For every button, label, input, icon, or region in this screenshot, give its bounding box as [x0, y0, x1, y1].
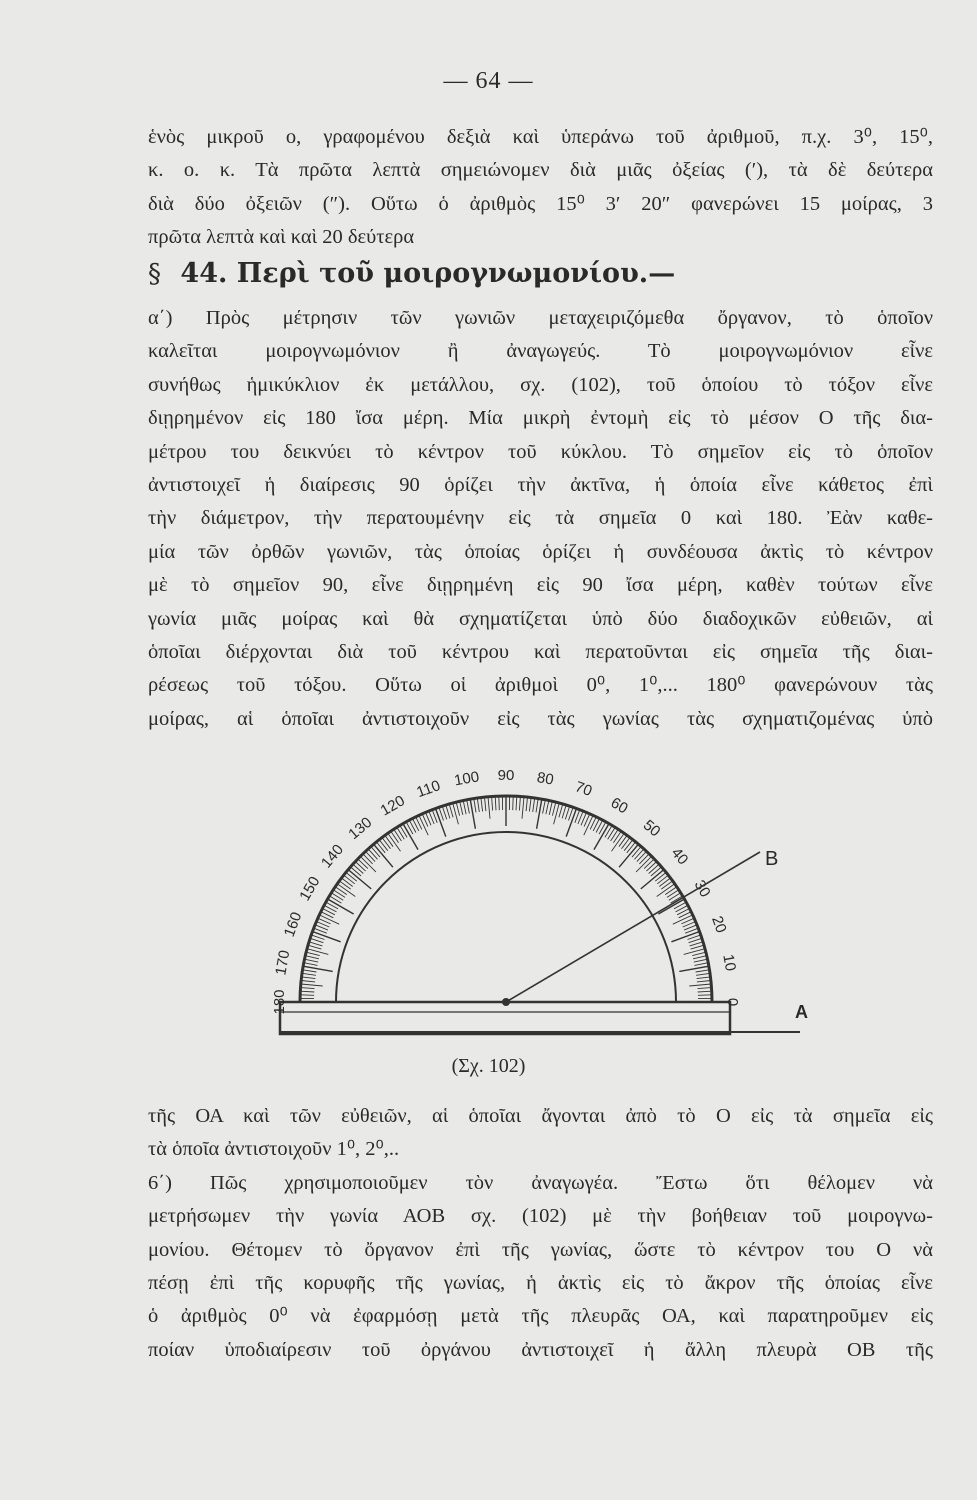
degree-tick: [644, 859, 654, 869]
degree-tick: [613, 831, 621, 843]
text-line: μὲ τὸ σημεῖον 90, εἶνε διῃρημένη εἰς 90 ἴσα μέρη, καθὲν τούτων εἶνε: [148, 574, 933, 597]
text-line: διὰ δύο ὀξειῶν (″). Οὕτω ὁ ἀριθμὸς 15⁰ 3′ 20″ φανερώνει 15 μοίρας, 3: [148, 192, 933, 215]
degree-tick: [526, 797, 527, 811]
scale-label: 110: [414, 777, 443, 802]
degree-tick: [300, 991, 314, 992]
degree-tick: [385, 835, 393, 846]
degree-tick: [379, 840, 388, 851]
degree-tick: [651, 867, 662, 876]
text-line-beta-heading: 6΄) Πῶς χρησιμοποιοῦμεν τὸν ἀναγωγέα. Ἔστω ὅτι θέλομεν νὰ: [148, 1171, 933, 1194]
degree-tick: [467, 800, 470, 814]
degree-tick: [562, 805, 566, 818]
degree-tick: [376, 842, 385, 853]
degree-tick: [584, 815, 593, 835]
degree-tick: [546, 801, 549, 815]
degree-tick: [522, 797, 524, 819]
center-point-o: [502, 998, 510, 1006]
paragraph-bottom: [148, 1100, 933, 1367]
degree-tick: [368, 849, 377, 859]
degree-tick: [460, 801, 463, 815]
degree-tick: [304, 963, 318, 966]
degree-tick: [637, 851, 647, 861]
scale-label: 70: [572, 778, 595, 800]
degree-tick: [543, 800, 546, 814]
degree-tick: [305, 959, 319, 962]
text-line: ἀντιστοιχεῖ ἡ διαίρεσις 90 ὁρίζει τὴν ἀκτῖνα, ἡ ὁποία εἶνε κάθετος ἐπὶ: [148, 473, 933, 496]
degree-tick: [366, 851, 376, 861]
degree-tick: [667, 890, 679, 898]
degree-tick: [624, 840, 633, 851]
scale-label: 140: [317, 841, 348, 872]
degree-tick: [696, 970, 710, 972]
degree-tick: [335, 887, 347, 895]
degree-tick: [646, 862, 656, 872]
degree-tick: [608, 827, 616, 839]
degree-tick: [659, 878, 670, 887]
degree-tick: [406, 822, 413, 834]
text-line: ὁποῖαι διέρχονται διὰ τοῦ κέντρου καὶ περατοῦνται εἰς σημεῖα τῆς διαι-: [148, 640, 933, 663]
degree-tick: [319, 915, 339, 924]
degree-tick: [301, 984, 323, 986]
degree-tick: [696, 973, 710, 975]
degree-tick: [481, 798, 483, 812]
degree-tick: [596, 820, 603, 832]
degree-tick: [301, 981, 315, 982]
scale-label: 60: [607, 794, 631, 818]
degree-tick: [382, 838, 391, 849]
degree-tick: [446, 805, 450, 818]
degree-tick: [346, 872, 357, 881]
degree-tick: [456, 802, 459, 816]
degree-tick: [513, 796, 514, 810]
degree-tick: [639, 854, 649, 864]
text-line: πέσῃ ἐπὶ τῆς κορυφῆς τῆς γωνίας, ἡ ἀκτὶς εἰς τὸ ἄκρον τῆς ὁποίας εἶνε: [148, 1271, 933, 1294]
scale-label: 10: [719, 953, 739, 973]
page-number: — 64 —: [443, 68, 534, 94]
degree-tick: [351, 867, 362, 876]
degree-tick: [403, 824, 418, 850]
degree-tick: [694, 959, 708, 962]
degree-tick: [488, 797, 490, 819]
degree-tick: [529, 798, 531, 812]
degree-tick: [658, 899, 684, 914]
degree-tick: [627, 842, 636, 853]
degree-tick: [536, 799, 538, 813]
protractor-base: [280, 1002, 730, 1034]
text-line: πρῶτα λεπτὰ καὶ καὶ 20 δεύτερα: [148, 226, 415, 249]
degree-tick: [342, 878, 353, 887]
degree-tick: [344, 875, 355, 884]
degree-tick: [549, 801, 552, 815]
scale-label: 20: [708, 913, 730, 936]
scale-label: 180: [270, 989, 288, 1015]
scale-label: 170: [272, 948, 294, 977]
degree-tick: [689, 984, 711, 986]
text-line: ἑνὸς μικροῦ ο, γραφομένου δεξιὰ καὶ ὑπεράνω τοῦ ἀριθμοῦ, π.χ. 3⁰, 15⁰,: [148, 126, 933, 148]
degree-tick: [442, 806, 446, 819]
degree-tick: [353, 864, 363, 873]
paragraph-top: [148, 121, 933, 255]
degree-tick: [331, 893, 343, 901]
degree-tick: [485, 797, 486, 811]
scale-label: 130: [345, 813, 376, 844]
degree-tick: [635, 849, 644, 859]
scale-label: 160: [280, 909, 306, 940]
degree-tick: [355, 862, 365, 872]
scale-label: 50: [639, 816, 664, 841]
text-line: α΄) Πρὸς μέτρησιν τῶν γωνιῶν μεταχειριζόμεθα ὄργανον, τὸ ὁποῖον: [148, 307, 933, 329]
paragraph-alpha: [148, 302, 933, 736]
text-line: καλεῖται μοιρογνωμόνιον ἢ ἀναγωγεύς. Τὸ μοιρογνωμόνιον εἶνε: [148, 340, 933, 363]
degree-tick: [519, 797, 520, 811]
degree-tick: [301, 988, 315, 989]
degree-tick: [358, 859, 368, 869]
text-line: ποίαν ὑποδιαίρεσιν τοῦ ὀργάνου ἀντιστοιχεῖ ἡ ἄλλη πλευρὰ ΟΒ τῆς: [148, 1338, 933, 1361]
degree-tick: [599, 822, 606, 834]
text-line: ὁ ἀριθμὸς 0⁰ νὰ ἐφαρμόσῃ μετὰ τῆς πλευρᾶς ΟΑ, καὶ παρατηροῦμεν εἰς: [148, 1305, 933, 1328]
protractor-drawing: [260, 740, 808, 1080]
degree-tick: [492, 797, 493, 811]
degree-tick: [339, 881, 350, 889]
degree-tick: [463, 801, 466, 815]
degree-tick: [303, 970, 317, 972]
degree-tick: [552, 802, 555, 816]
degree-tick: [495, 796, 496, 810]
degree-tick: [611, 829, 619, 841]
degree-tick: [673, 915, 693, 924]
figure-caption: (Σχ. 102): [451, 1055, 526, 1077]
degree-tick: [698, 988, 712, 989]
degree-tick: [302, 973, 316, 975]
scale-label: 90: [497, 766, 515, 784]
degree-tick: [394, 829, 402, 841]
text-line: τὰ ὁποῖα ἀντιστοιχοῦν 1⁰, 2⁰,..: [148, 1138, 400, 1161]
degree-tick: [363, 854, 373, 864]
degree-tick: [516, 796, 517, 810]
degree-tick: [499, 796, 500, 810]
degree-tick: [477, 798, 479, 812]
degree-tick: [329, 896, 341, 903]
degree-tick: [308, 945, 321, 949]
text-line: μία τῶν ὀρθῶν γωνιῶν, τὰς ὁποίας ὁρίζει ἡ συνδέουσα ἀκτὶς τὸ κέντρον: [148, 540, 933, 563]
degree-tick: [409, 820, 416, 832]
text-line: μονίου. Θέτομεν τὸ ὄργανον ἐπὶ τῆς γωνίας, ὥστε τὸ κέντρον του Ο νὰ: [148, 1238, 933, 1261]
section-title: 44. Περὶ τοῦ μοιρογνωμονίου.—: [180, 258, 676, 289]
degree-tick: [697, 981, 711, 982]
degree-tick: [397, 827, 405, 839]
scale-label: 100: [452, 768, 481, 790]
degree-tick: [302, 977, 316, 979]
degree-tick: [328, 899, 354, 914]
text-line: μέτρου του δεικνύει τὸ κέντρον τοῦ κύκλου. Τὸ σημεῖον εἰς τὸ ὁποῖον: [148, 440, 933, 463]
scale-label: 120: [377, 792, 408, 820]
protractor-inner-arc: [336, 832, 676, 1002]
degree-tick: [333, 890, 345, 898]
text-line: μοίρας, αἱ ὁποῖαι ἀντιστοιχοῦν εἰς τὰς γωνίας τὰς σχηματιζομένας ὑπὸ: [148, 707, 933, 730]
degree-tick: [400, 825, 407, 837]
degree-tick: [594, 824, 609, 850]
degree-tick: [371, 847, 380, 858]
scale-label: 150: [296, 873, 324, 904]
degree-tick: [533, 798, 535, 812]
degree-tick: [310, 938, 323, 942]
scale-label: 40: [667, 844, 692, 869]
label-b: B: [765, 848, 779, 870]
degree-tick: [622, 838, 631, 849]
degree-tick: [690, 942, 703, 946]
degree-tick: [565, 806, 569, 819]
degree-tick: [695, 963, 709, 966]
text-line: γωνία μιᾶς μοίρας καὶ θὰ σχηματίζεται ὑπὸ δύο διαδοχικῶν εὐθειῶν, αἱ: [148, 607, 933, 630]
text-line: συνήθως ἡμικύκλιον ἐκ μετάλλου, σχ. (102), τοῦ ὁποίου τὸ τόξον εἶνε: [148, 373, 933, 396]
degree-tick: [698, 995, 712, 996]
degree-tick: [693, 956, 707, 959]
degree-tick: [305, 956, 319, 959]
degree-tick: [674, 902, 686, 909]
degree-tick: [665, 887, 677, 895]
degree-tick: [449, 804, 453, 817]
degree-tick: [698, 991, 712, 992]
text-line: μετρήσωμεν τὴν γωνία ΑΟΒ σχ. (102) μὲ τὴν βοήθειαν τοῦ μοιρογνω-: [148, 1205, 933, 1228]
degree-tick: [309, 942, 322, 946]
text-line: κ. ο. κ. Τὰ πρῶτα λεπτὰ σημειώνομεν διὰ μιᾶς ὀξείας (′), τὰ δὲ δεύτερα: [148, 159, 933, 182]
protractor-figure: [260, 740, 808, 1080]
label-a: A: [795, 1002, 808, 1022]
degree-tick: [661, 881, 672, 889]
degree-tick: [692, 952, 706, 955]
text-line: τῆς ΟΑ καὶ τῶν εὐθειῶν, αἱ ὁποῖαι ἄγονται ἀπὸ τὸ Ο εἰς τὰ σημεῖα εἰς: [148, 1105, 933, 1127]
text-line: διῃρημένον εἰς 180 ἴσα μέρη. Μία μικρὴ ἐντομὴ εἰς τὸ μέσον Ο τῆς δια-: [148, 407, 933, 430]
degree-tick: [324, 905, 336, 912]
text-line: τὴν διάμετρον, τὴν περατουμένην εἰς τὰ σημεῖα 0 καὶ 180. Ἐὰν καθε-: [148, 507, 933, 530]
degree-tick: [419, 815, 428, 835]
degree-tick: [676, 905, 688, 912]
degree-tick: [306, 952, 320, 955]
degree-tick: [326, 902, 338, 909]
degree-tick: [689, 938, 702, 942]
degree-tick: [691, 945, 704, 949]
text-line: ρέσεως τοῦ τόξου. Οὕτω οἱ ἀριθμοὶ 0⁰, 1⁰,... 180⁰ φανερώνουν τὰς: [148, 674, 933, 697]
degree-tick: [391, 831, 399, 843]
degree-tick: [300, 995, 314, 996]
degree-tick: [697, 977, 711, 979]
degree-tick: [632, 847, 641, 858]
degree-tick: [619, 835, 627, 846]
scale-label: 30: [690, 877, 714, 901]
degree-tick: [605, 825, 612, 837]
degree-tick: [649, 864, 659, 873]
scale-label: 80: [535, 769, 555, 789]
degree-tick: [657, 875, 668, 884]
section-heading: [148, 258, 933, 298]
degree-tick: [474, 799, 476, 813]
degree-tick: [559, 804, 563, 817]
scale-label: 0: [724, 997, 742, 1007]
degree-tick: [655, 872, 666, 881]
section-symbol: §: [148, 259, 161, 289]
